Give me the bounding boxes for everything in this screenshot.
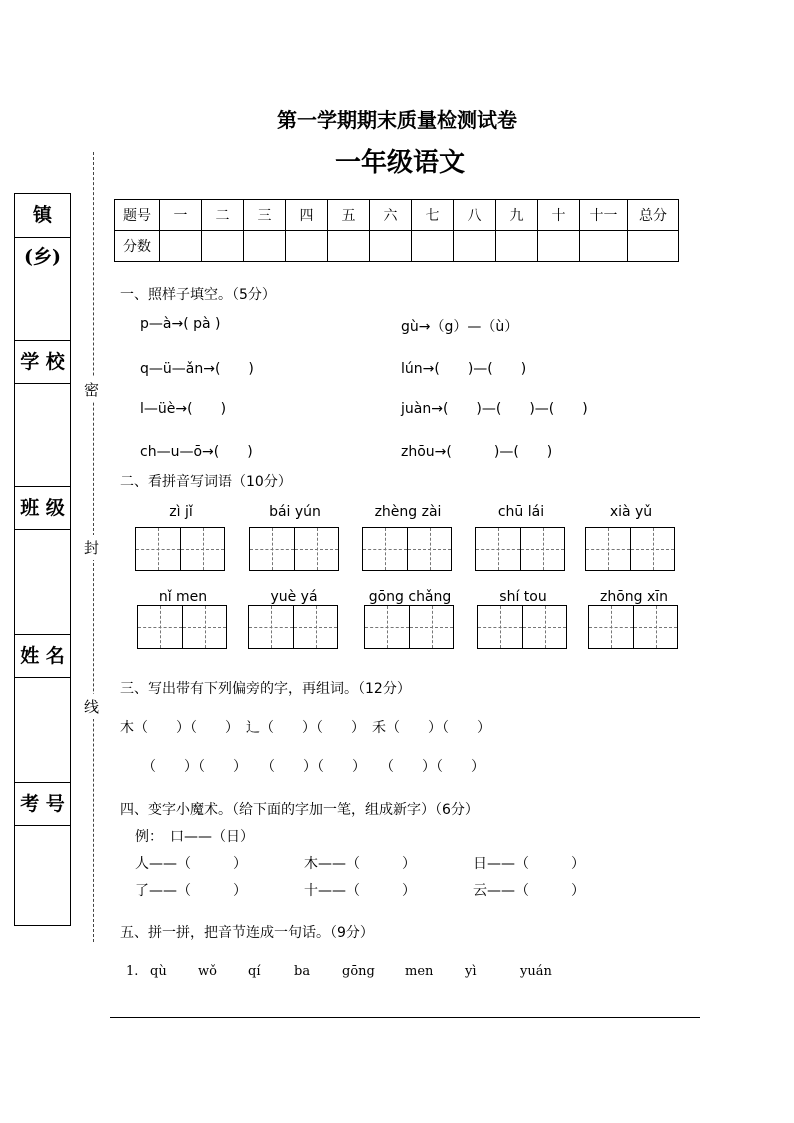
syllable: qù	[150, 964, 167, 979]
seal-char-mi: 密	[84, 377, 99, 402]
tianzige-boxes[interactable]	[364, 605, 454, 649]
q3-line: （ ）（ ） （ ）（ ） （ ）（ ）	[142, 759, 485, 775]
word-grid	[248, 589, 340, 659]
info-label-exam-number: 考 号	[15, 782, 70, 826]
word-grid	[249, 504, 341, 574]
q4-item: 云——（ ）	[473, 883, 585, 899]
q1-left-item: l—üè→( )	[140, 401, 227, 417]
score-input-cell[interactable]	[412, 231, 454, 262]
word-grid	[585, 504, 677, 574]
tianzige-boxes[interactable]	[475, 527, 565, 571]
score-table	[114, 199, 679, 262]
exam-title: 一年级语文	[334, 148, 465, 178]
info-label-class: 班 级	[15, 486, 70, 530]
pinyin-label: zhōng xīn	[599, 589, 669, 605]
syllable: yuán	[520, 964, 552, 979]
score-input-cell[interactable]	[202, 231, 244, 262]
pinyin-label: bái yún	[269, 504, 321, 520]
score-cell: 总分	[628, 200, 679, 231]
score-input-cell[interactable]	[496, 231, 538, 262]
score-input-cell[interactable]	[454, 231, 496, 262]
score-input-cell[interactable]	[160, 231, 202, 262]
tianzige-boxes[interactable]	[249, 527, 339, 571]
q1-left-item: p—à→( pà )	[140, 316, 221, 332]
word-grid	[364, 589, 456, 659]
pinyin-label: nǐ men	[158, 589, 208, 605]
tianzige-boxes[interactable]	[362, 527, 452, 571]
student-info-strip	[14, 193, 71, 926]
q4-item: 日——（ ）	[473, 856, 585, 872]
q1-heading: 一、照样子填空。（5分）	[120, 287, 276, 303]
score-cell: 题号	[115, 200, 160, 231]
word-grid	[477, 589, 569, 659]
q1-left-item: ch—u—ō→( )	[140, 444, 253, 460]
q1-right-item: juàn→( )—( )—( )	[401, 401, 588, 417]
score-input-cell[interactable]	[628, 231, 679, 262]
score-input-cell[interactable]	[328, 231, 370, 262]
syllable: ba	[294, 964, 311, 979]
word-grid	[588, 589, 680, 659]
score-input-cell[interactable]	[244, 231, 286, 262]
info-label-name: 姓 名	[15, 634, 70, 678]
tianzige-boxes[interactable]	[585, 527, 675, 571]
score-table-score-row	[115, 231, 679, 262]
score-cell: 八	[454, 200, 496, 231]
info-label-school: 学 校	[15, 340, 70, 384]
score-input-cell[interactable]	[286, 231, 328, 262]
pinyin-label: gōng chǎng	[368, 589, 452, 605]
score-cell: 七	[412, 200, 454, 231]
q4-item: 了——（ ）	[135, 883, 247, 899]
score-cell: 二	[202, 200, 244, 231]
tianzige-boxes[interactable]	[135, 527, 225, 571]
score-cell: 三	[244, 200, 286, 231]
score-table-header-row	[115, 200, 679, 231]
syllable: wǒ	[198, 964, 217, 979]
word-grid	[362, 504, 454, 574]
q4-heading: 四、变字小魔术。（给下面的字加一笔，组成新字）（6分）	[120, 802, 479, 818]
q4-example: 例： 口——（日）	[135, 829, 254, 845]
tianzige-boxes[interactable]	[137, 605, 227, 649]
q4-item: 人——（ ）	[135, 856, 247, 872]
q5-heading: 五、拼一拼，把音节连成一句话。（9分）	[120, 925, 374, 941]
q2-heading: 二、看拼音写词语（10分）	[120, 474, 292, 490]
bottom-rule	[110, 1017, 700, 1018]
q1-right-item: lún→( )—( )	[401, 361, 527, 377]
syllable: men	[405, 964, 434, 979]
pinyin-label: xià yǔ	[609, 504, 653, 520]
score-input-cell[interactable]	[538, 231, 580, 262]
syllable: qí	[248, 964, 261, 979]
info-label-town: 镇(乡)	[15, 194, 70, 238]
q1-right-item: gù→（g）—（ù）	[401, 319, 519, 335]
score-cell: 分数	[115, 231, 160, 262]
seal-char-xian: 线	[84, 694, 99, 719]
score-cell: 五	[328, 200, 370, 231]
syllable: yì	[465, 964, 477, 979]
tianzige-boxes[interactable]	[477, 605, 567, 649]
pinyin-label: yuè yá	[270, 589, 318, 605]
tianzige-boxes[interactable]	[588, 605, 678, 649]
seal-char-feng: 封	[84, 535, 99, 560]
score-cell: 四	[286, 200, 328, 231]
q4-item: 十——（ ）	[304, 883, 416, 899]
pinyin-label: chū lái	[497, 504, 545, 520]
score-cell: 十一	[580, 200, 628, 231]
score-input-cell[interactable]	[580, 231, 628, 262]
word-grid	[137, 589, 229, 659]
q4-item: 木——（ ）	[304, 856, 416, 872]
score-cell: 六	[370, 200, 412, 231]
score-cell: 一	[160, 200, 202, 231]
q3-heading: 三、写出带有下列偏旁的字，再组词。（12分）	[120, 681, 411, 697]
q1-right-item: zhōu→( )—( )	[401, 444, 553, 460]
syllable: gōng	[342, 964, 375, 979]
pinyin-label: zì jǐ	[169, 504, 193, 520]
score-cell: 九	[496, 200, 538, 231]
word-grid	[135, 504, 227, 574]
q1-left-item: q—ü—ǎn→( )	[140, 361, 254, 377]
pinyin-label: shí tou	[499, 589, 547, 605]
q3-line: 木（ ）（ ） 辶（ ）（ ） 禾（ ）（ ）	[120, 720, 491, 736]
tianzige-boxes[interactable]	[248, 605, 338, 649]
score-input-cell[interactable]	[370, 231, 412, 262]
score-cell: 十	[538, 200, 580, 231]
exam-subtitle: 第一学期期末质量检测试卷	[277, 108, 517, 132]
q5-number: 1.	[126, 964, 139, 979]
word-grid	[475, 504, 567, 574]
pinyin-label: zhèng zài	[374, 504, 442, 520]
